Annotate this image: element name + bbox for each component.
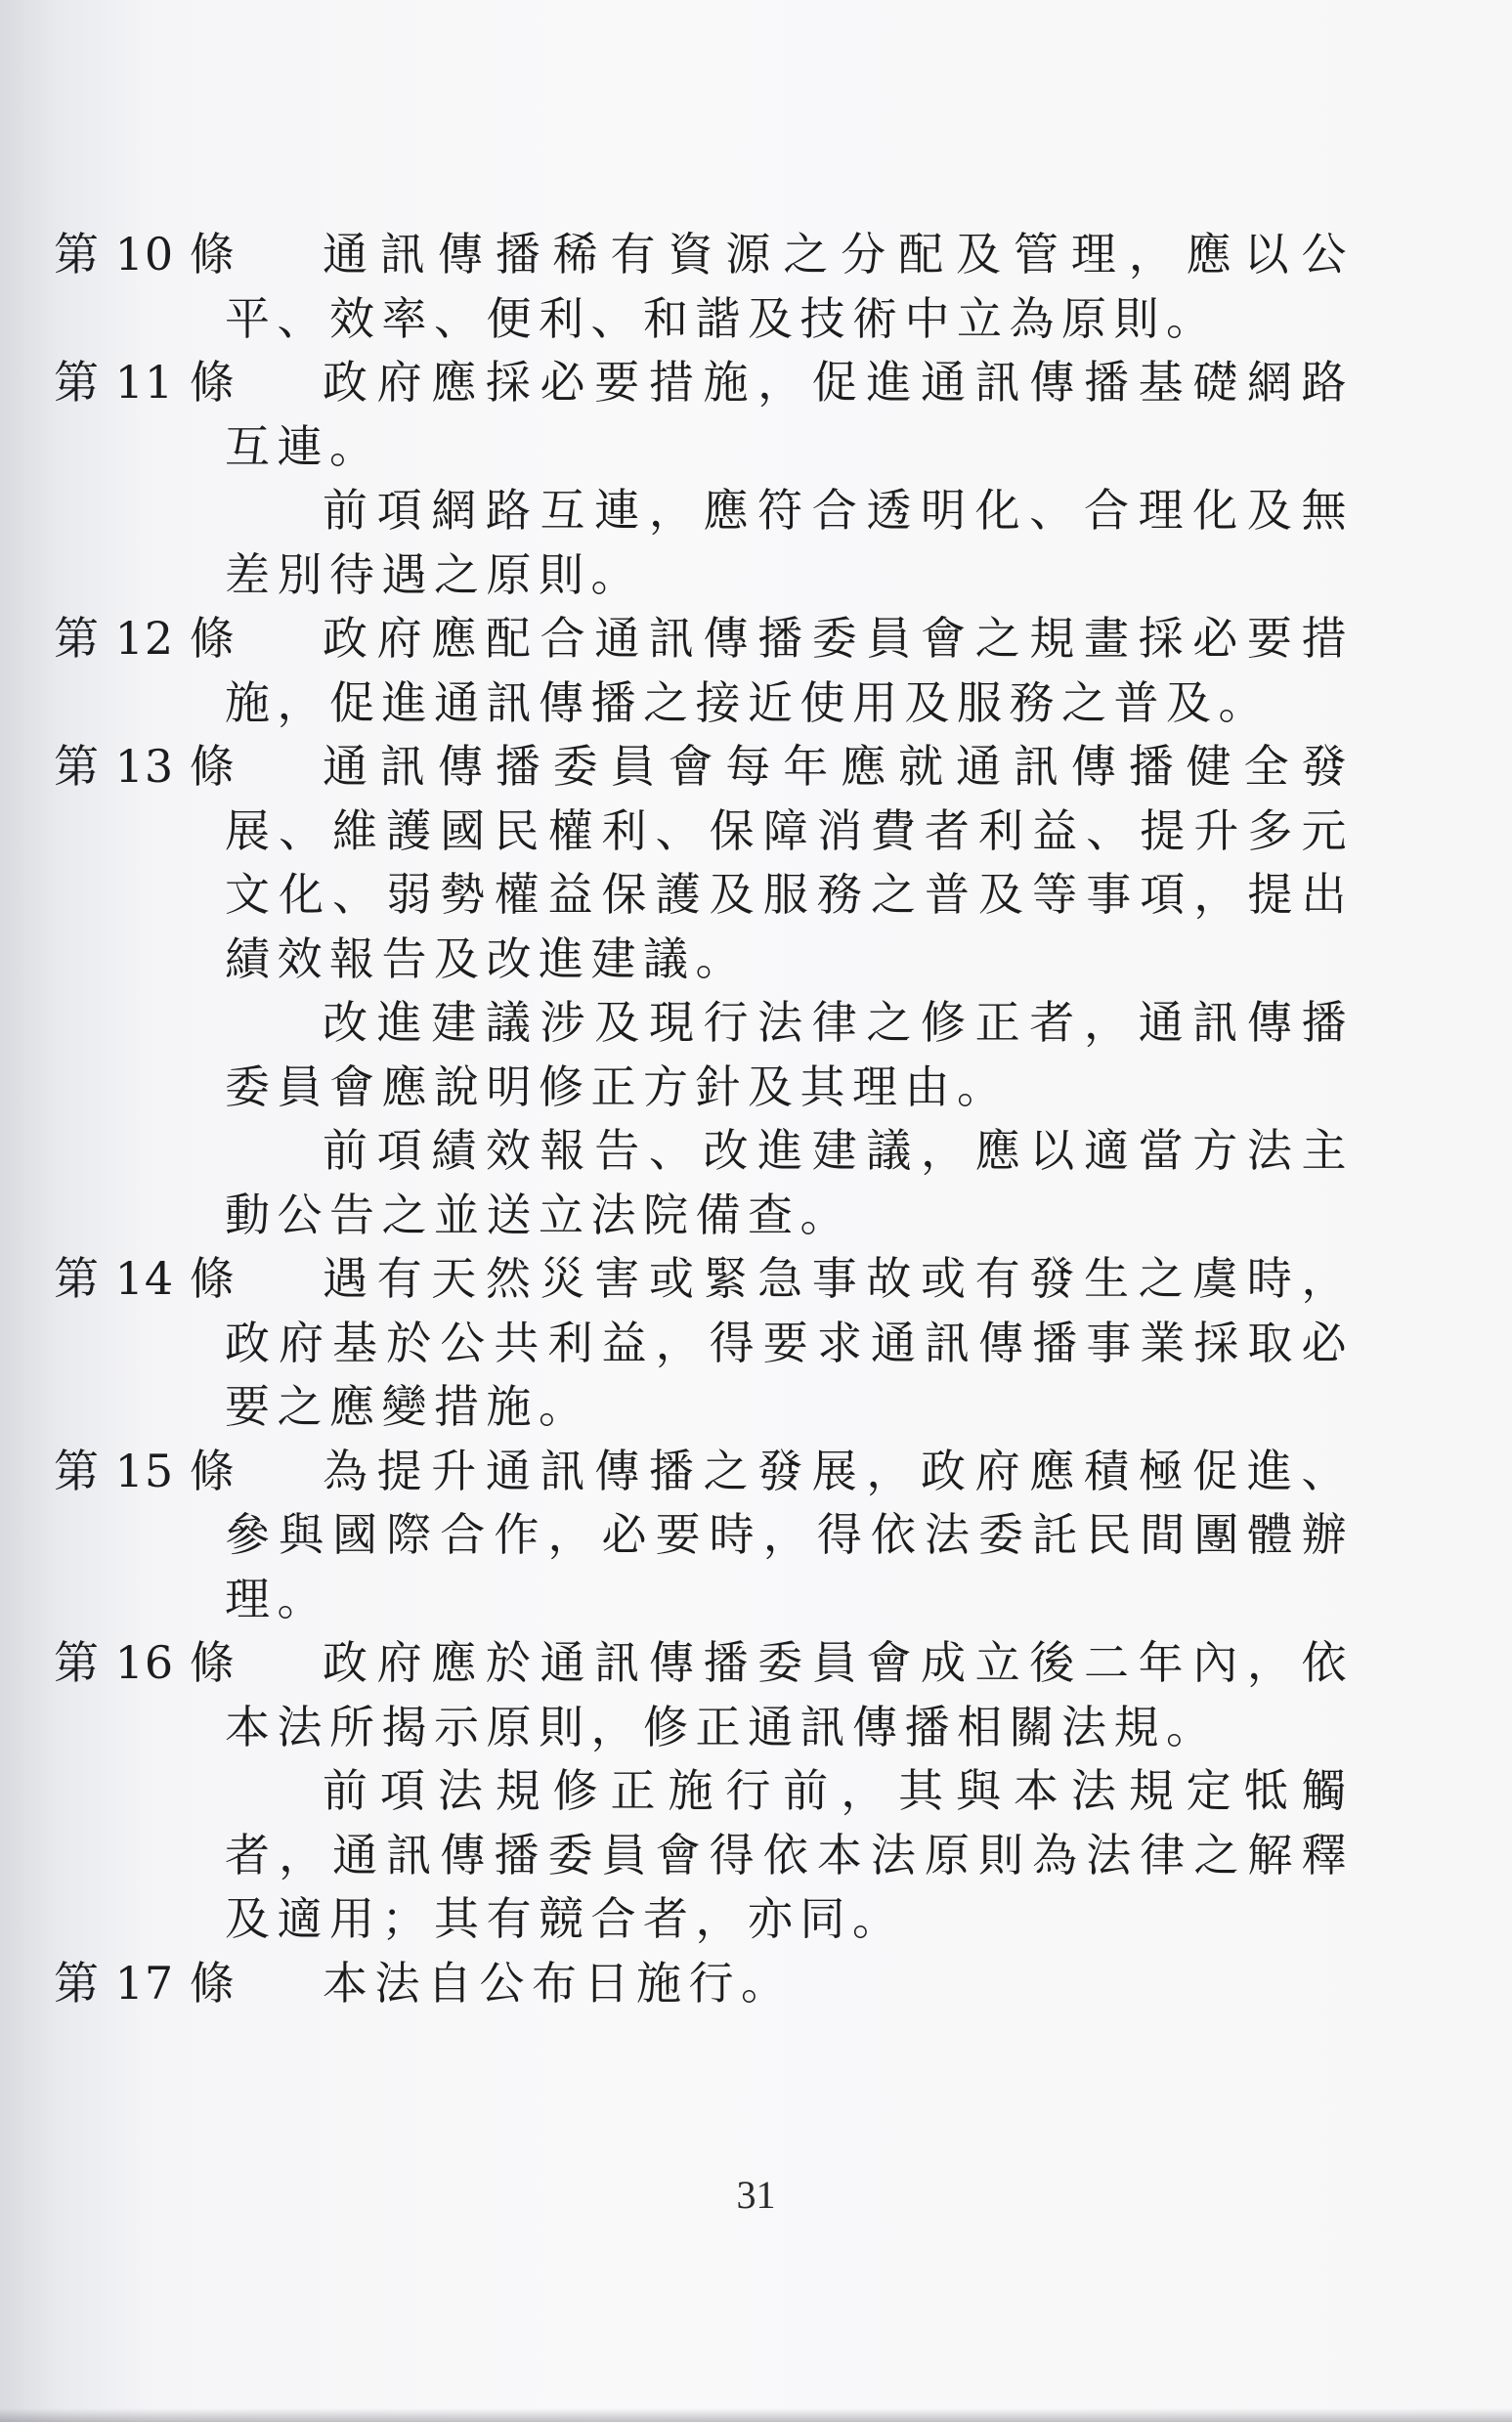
article-paragraph: 政府應於通訊傳播委員會成立後二年內，依本法所揭示原則，修正通訊傳播相關法規。: [225, 1636, 1354, 1753]
article-14: [54, 1247, 1354, 1440]
article-label: 第 10 條: [54, 228, 236, 281]
page-number: 31: [736, 2173, 776, 2217]
article-paragraph: 通訊傳播委員會每年應就通訊傳播健全發展、維護國民權利、保障消費者利益、提升多元文化、弱勢權益保護及服務之普及等事項，提出績效報告及改進建議。: [225, 740, 1354, 985]
article-label: 第 15 條: [54, 1444, 236, 1497]
article-label: 第 12 條: [54, 612, 236, 665]
article-paragraph: 通訊傳播稀有資源之分配及管理，應以公平、效率、便利、和諧及技術中立為原則。: [225, 228, 1354, 345]
article-paragraph: 本法自公布日施行。: [323, 1956, 794, 2010]
article-label: 第 14 條: [54, 1252, 236, 1305]
article-paragraph: 前項績效報告、改進建議，應以適當方法主動公告之並送立法院備查。: [225, 1124, 1354, 1241]
article-10: [54, 223, 1354, 351]
article-paragraph: 遇有天然災害或緊急事故或有發生之虞時，政府基於公共利益，得要求通訊傳播事業採取必要之應變措施。: [225, 1252, 1354, 1433]
article-paragraph: 政府應配合通訊傳播委員會之規畫採必要措施，促進通訊傳播之接近使用及服務之普及。: [225, 612, 1354, 729]
scan-edge-shadow: [0, 2408, 1512, 2422]
article-paragraph: 前項網路互連，應符合透明化、合理化及無差別待遇之原則。: [225, 484, 1354, 601]
law-text-body: [54, 223, 1354, 2015]
article-15: [54, 1440, 1354, 1632]
article-11: [54, 351, 1354, 607]
article-paragraph: 改進建議涉及現行法律之修正者，通訊傳播委員會應說明修正方針及其理由。: [225, 996, 1354, 1113]
article-12: [54, 607, 1354, 735]
article-label: 第 13 條: [54, 740, 236, 793]
article-label: 第 11 條: [54, 356, 236, 409]
article-16: [54, 1631, 1354, 1952]
article-paragraph: 前項法規修正施行前，其與本法規定牴觸者，通訊傳播委員會得依本法原則為法律之解釋及適用；其有競合者，亦同。: [225, 1764, 1354, 1945]
article-13: [54, 735, 1354, 1247]
article-paragraph: 為提升通訊傳播之發展，政府應積極促進、參與國際合作，必要時，得依法委託民間團體辦理。: [225, 1444, 1354, 1625]
article-17: [54, 1952, 1354, 2016]
article-paragraph: 政府應採必要措施，促進通訊傳播基礎網路互連。: [225, 356, 1354, 473]
article-label: 第 16 條: [54, 1636, 236, 1689]
article-label: 第 17 條: [54, 1956, 236, 2010]
